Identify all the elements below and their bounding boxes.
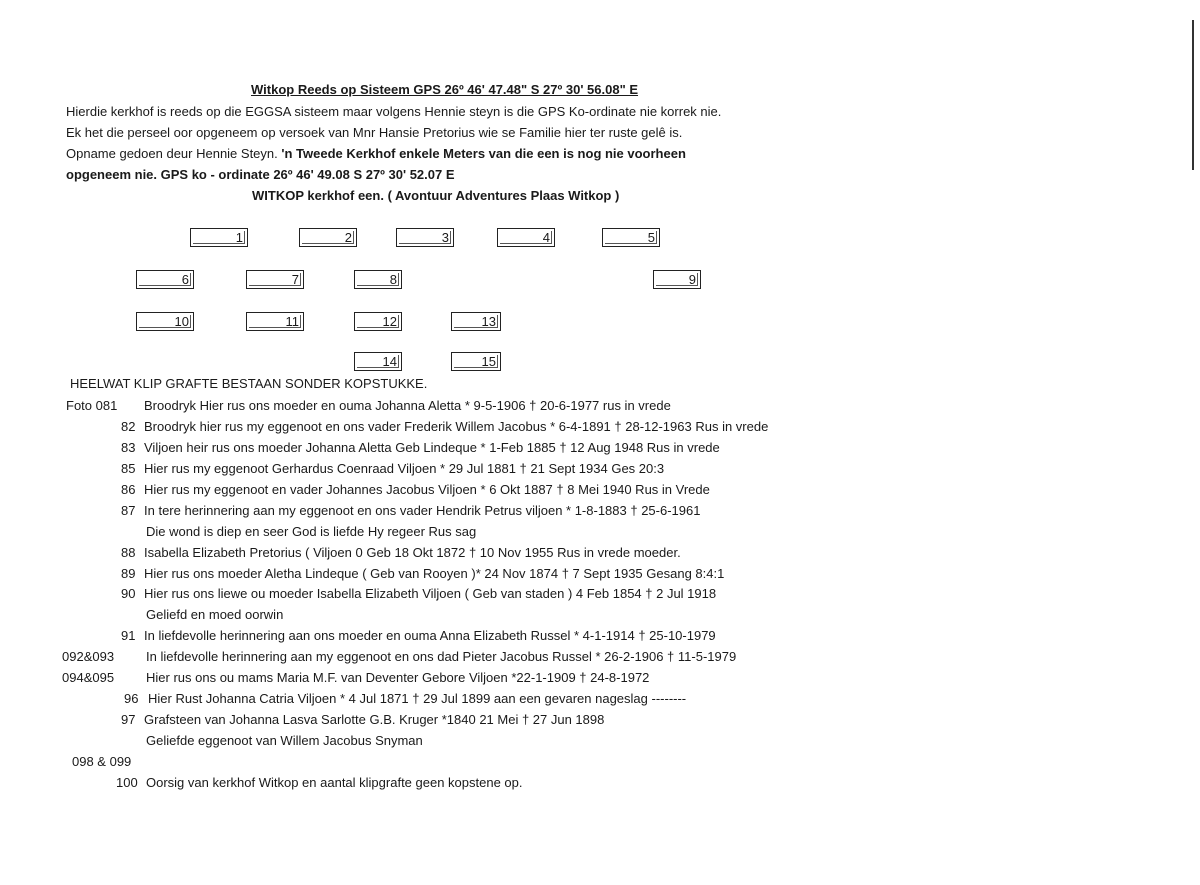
entry-text: Isabella Elizabeth Pretorius ( Viljoen 0 Geb 18 Okt 1872 † 10 Nov 1955 Rus in vrede moeder. <box>144 545 681 560</box>
entry-number: Foto 081 <box>66 398 118 413</box>
grave-box <box>451 312 501 331</box>
entry-continuation: Geliefd en moed oorwin <box>146 607 284 622</box>
entry-text: Oorsig van kerkhof Witkop en aantal klipgrafte geen kopstene op. <box>146 775 523 790</box>
grave-number: 10 <box>174 314 189 329</box>
entry-number: 96 <box>124 691 139 706</box>
grave-box <box>136 270 194 289</box>
grave-number: 3 <box>441 230 449 245</box>
entry-text: Hier rus ons liewe ou moeder Isabella Elizabeth Viljoen ( Geb van staden ) 4 Feb 1854 † 2 Jul 1918 <box>144 586 717 601</box>
entry-text: Hier rus my eggenoot Gerhardus Coenraad Viljoen * 29 Jul 1881 † 21 Sept 1934 Ges 20:3 <box>144 461 665 476</box>
grave-number: 8 <box>389 272 397 287</box>
scan-edge-line <box>1192 20 1194 170</box>
entry-number: 88 <box>121 545 136 560</box>
entry-number: 094&095 <box>62 670 115 685</box>
entry-number: 89 <box>121 566 136 581</box>
grave-number: 7 <box>291 272 299 287</box>
entry-number: 90 <box>121 586 136 601</box>
grave-number: 2 <box>344 230 352 245</box>
entry-text: Grafsteen van Johanna Lasva Sarlotte G.B. Kruger *1840 21 Mei † 27 Jun 1898 <box>144 712 605 727</box>
grave-box <box>653 270 701 289</box>
entry-text: Broodryk Hier rus ons moeder en ouma Johanna Aletta * 9-5-1906 † 20-6-1977 rus in vrede <box>144 398 671 413</box>
entry-number: 092&093 <box>62 649 115 664</box>
entry-number: 100 <box>116 775 138 790</box>
entry-text: In tere herinnering aan my eggenoot en ons vader Hendrik Petrus viljoen * 1-8-1883 † 25-6-1961 <box>144 503 701 518</box>
grave-box <box>354 270 402 289</box>
grave-box <box>602 228 660 247</box>
entry-text: Hier rus my eggenoot en vader Johannes Jacobus Viljoen * 6 Okt 1887 † 8 Mei 1940 Rus in Vrede <box>144 482 710 497</box>
grave-box <box>497 228 555 247</box>
entry-continuation: Die wond is diep en seer God is liefde Hy regeer Rus sag <box>146 524 477 539</box>
grave-number: 12 <box>382 314 397 329</box>
document-title: Witkop Reeds op Sisteem GPS 26º 46' 47.48" S 27º 30' 56.08" E <box>251 82 639 97</box>
entry-number: 83 <box>121 440 136 455</box>
intro-line-3 <box>66 146 686 162</box>
entry-number: 85 <box>121 461 136 476</box>
entry-text: Hier rus ons ou mams Maria M.F. van Deventer Gebore Viljoen *22-1-1909 † 24-8-1972 <box>146 670 650 685</box>
entry-text: Viljoen heir rus ons moeder Johanna Aletta Geb Lindeque * 1-Feb 1885 † 12 Aug 1948 Rus in vrede <box>144 440 720 455</box>
headstone-note: HEELWAT KLIP GRAFTE BESTAAN SONDER KOPSTUKKE. <box>70 376 428 391</box>
entry-text: Broodryk hier rus my eggenoot en ons vader Frederik Willem Jacobus * 6-4-1891 † 28-12-1963 Rus in vrede <box>144 419 769 434</box>
grave-number: 6 <box>181 272 189 287</box>
intro-line-4: opgeneem nie. GPS ko - ordinate 26º 46' 49.08 S 27º 30' 52.07 E <box>66 167 455 182</box>
cemetery-subtitle: WITKOP kerkhof een. ( Avontuur Adventures Plaas Witkop ) <box>252 188 620 203</box>
grave-number: 11 <box>285 314 299 329</box>
grave-number: 15 <box>481 354 496 369</box>
entry-text: In liefdevolle herinnering aan my eggenoot en ons dad Pieter Jacobus Russel * 26-2-1906 † 11-5-1979 <box>146 649 737 664</box>
entry-continuation: Geliefde eggenoot van Willem Jacobus Snyman <box>146 733 423 748</box>
grave-box <box>190 228 248 247</box>
grave-box <box>451 352 501 371</box>
entry-text: Hier rus ons moeder Aletha Lindeque ( Geb van Rooyen )* 24 Nov 1874 † 7 Sept 1935 Gesang 8:4:1 <box>144 566 725 581</box>
grave-number: 1 <box>235 230 243 245</box>
intro-line-3-normal: Opname gedoen deur Hennie Steyn. <box>66 146 278 161</box>
entry-text: In liefdevolle herinnering aan ons moeder en ouma Anna Elizabeth Russel * 4-1-1914 † 25-10-1979 <box>144 628 716 643</box>
intro-line-2: Ek het die perseel oor opgeneem op versoek van Mnr Hansie Pretorius wie se Familie hier ter ruste gelê is. <box>66 125 683 140</box>
grave-box <box>136 312 194 331</box>
grave-number: 4 <box>542 230 550 245</box>
intro-line-3-bold: 'n Tweede Kerkhof enkele Meters van die een is nog nie voorheen <box>277 146 686 161</box>
grave-box <box>396 228 454 247</box>
grave-number: 9 <box>688 272 696 287</box>
grave-box <box>354 312 402 331</box>
grave-box <box>246 270 304 289</box>
grave-number: 14 <box>382 354 397 369</box>
grave-box <box>246 312 304 331</box>
entry-number: 87 <box>121 503 136 518</box>
entry-number: 91 <box>121 628 136 643</box>
entry-number: 86 <box>121 482 136 497</box>
grave-box <box>354 352 402 371</box>
grave-box <box>299 228 357 247</box>
entry-number: 97 <box>121 712 136 727</box>
grave-number: 13 <box>481 314 496 329</box>
entry-number: 82 <box>121 419 136 434</box>
entry-text: Hier Rust Johanna Catria Viljoen * 4 Jul 1871 † 29 Jul 1899 aan een gevaren nageslag -------- <box>148 691 687 706</box>
entry-number: 098 & 099 <box>72 754 132 769</box>
intro-line-1: Hierdie kerkhof is reeds op die EGGSA sisteem maar volgens Hennie steyn is die GPS Ko-ordinate nie korrek nie. <box>66 104 722 119</box>
grave-number: 5 <box>647 230 655 245</box>
